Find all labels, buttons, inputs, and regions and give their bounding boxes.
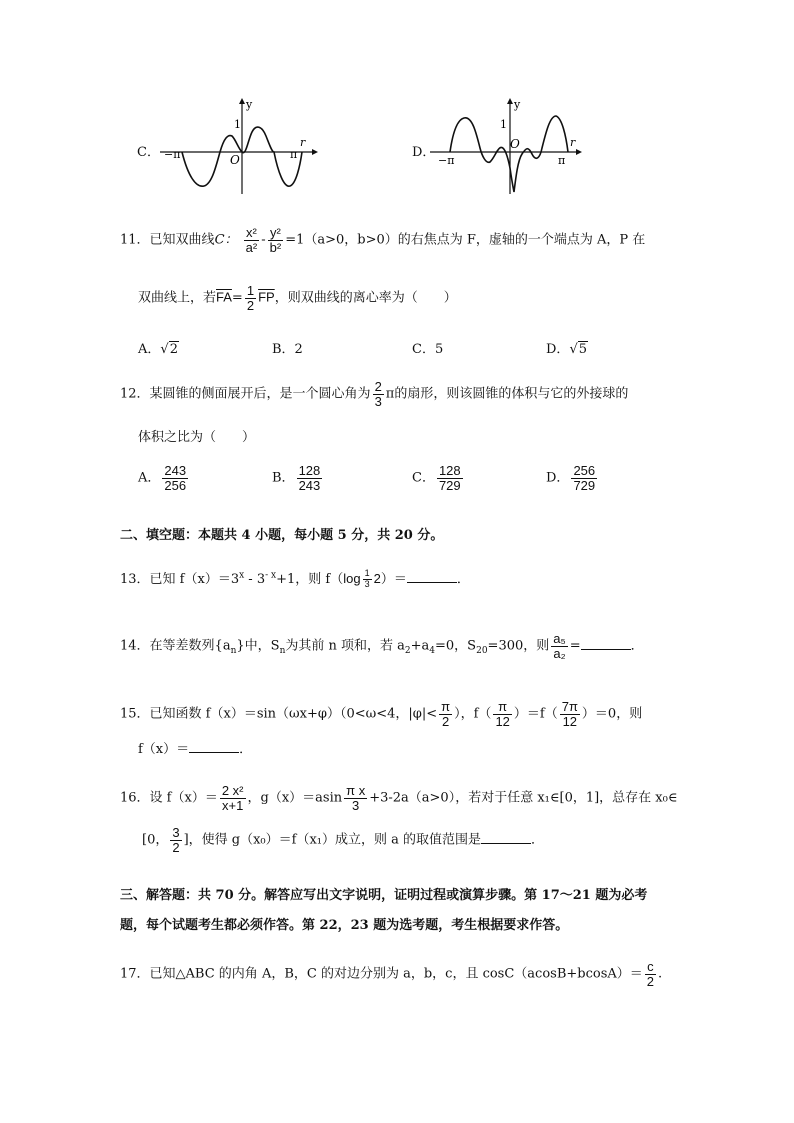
q12-number: 12． bbox=[120, 386, 150, 402]
q11-line2-a: 双曲线上，若 bbox=[138, 290, 217, 306]
q11-vec-fp: $\overline{FP}$ bbox=[258, 289, 275, 305]
c-x-label: r bbox=[300, 136, 306, 149]
q11-frac-y2b2: $\frac{\text{y²}}{\text{b²}}$ bbox=[269, 225, 282, 255]
q11-vec-fa: $\overline{FA}$ bbox=[216, 289, 232, 305]
c-neg-pi: −π bbox=[164, 148, 181, 161]
q12-option-b: B． $\frac{128}{243}$ bbox=[272, 463, 321, 493]
q14-line: 14．在等差数列$\{a_n\}$中，$S_n$为其前 n 项和，若 $a_2+a_4=0$，$S_{20}=300$，则 $\frac{\text{a₅}}{\text{a₂}}$ = ． bbox=[120, 631, 644, 661]
q15-line2: f（x）＝ ． bbox=[138, 742, 253, 757]
c-y-arrow bbox=[239, 98, 245, 104]
q11-minus: - bbox=[261, 232, 266, 248]
q11-half: $\frac{1}{2}$ bbox=[246, 283, 255, 313]
q15-answer-blank[interactable] bbox=[189, 740, 239, 753]
q12-text-a: 某圆锥的侧面展开后，是一个圆心角为 bbox=[149, 386, 371, 402]
c-one-label: 1 bbox=[234, 118, 241, 131]
q11-line2 bbox=[138, 284, 457, 312]
section2-heading: 二、填空题：本题共 4 小题，每小题 5 分，共 20 分。 bbox=[120, 528, 444, 543]
option-c-graph bbox=[160, 96, 320, 196]
q12-text-b: π的扇形，则该圆锥的体积与它的外接球的 bbox=[385, 386, 629, 402]
q11-line2-b: ，则双曲线的离心率为（ ） bbox=[274, 290, 457, 306]
option-c-label: C． bbox=[137, 145, 160, 160]
d-origin: O bbox=[510, 137, 520, 151]
section3-heading-line1: 三、解答题：共 70 分。解答应写出文字说明，证明过程或演算步骤。第 17～21 题为必考 bbox=[120, 888, 648, 903]
c-origin: O bbox=[230, 153, 240, 167]
q11-text-a: 已知双曲线 bbox=[149, 232, 215, 248]
q15-line1: 15．已知函数 f（x）＝sin（ωx+φ）（0<ω<4，|φ|< $\frac{\pi}{2}$ ），f（ $\frac{\pi}{12}$ ）＝f（ $\frac{7\pi}{12}$ ）＝0，则 bbox=[120, 699, 643, 729]
d-one-label: 1 bbox=[500, 118, 507, 131]
q14-frac: $\frac{\text{a₅}}{\text{a₂}}$ bbox=[553, 631, 566, 661]
q11-option-a: A．√2 bbox=[138, 342, 178, 357]
q11-condition: =1（a>0，b>0）的右焦点为 F，虚轴的一个端点为 A，P 在 bbox=[285, 232, 646, 248]
section3-heading-line2: 题，每个试题考生都必须作答。第 22，23 题为选考题，考生根据要求作答。 bbox=[120, 918, 569, 933]
q12-option-a: A． $\frac{243}{256}$ bbox=[138, 463, 187, 493]
q12-line1 bbox=[120, 380, 628, 408]
option-d-graph bbox=[430, 96, 590, 196]
q13-log: log bbox=[343, 571, 361, 586]
q12-line2: 体积之比为（ ） bbox=[138, 430, 256, 445]
d-x-arrow bbox=[576, 149, 582, 155]
q16-line2: [0， $\frac{3}{2}$ ]，使得 g（x₀）＝f（x₁）成立，则 a 的取值范围是 ． bbox=[142, 825, 545, 855]
q16-answer-blank[interactable] bbox=[481, 831, 531, 844]
q11-option-c: C．5 bbox=[412, 342, 444, 357]
q17-line: 17．已知△ABC 的内角 A，B，C 的对边分别为 a，b，c，且 cosC（acosB+bcosA）＝ $\frac{c}{2}$ . bbox=[120, 959, 663, 989]
sqrt-icon: √5 bbox=[569, 342, 588, 357]
q13-log-base: $\frac{1}{3}$ bbox=[364, 568, 370, 589]
d-y-arrow bbox=[507, 98, 513, 104]
q16-line1: 16．设 f（x）＝ $\frac{\text{2 x²}}{x+1}$ ，g（x）＝asin $\frac{\text{π x}}{3}$ +3-2a（a>0），若对于任意 x₁∈[0，1]，总存在 x₀∈ bbox=[120, 783, 678, 813]
q12-option-c: C． $\frac{128}{729}$ bbox=[412, 463, 461, 493]
q12-option-d: D． $\frac{256}{729}$ bbox=[546, 463, 596, 493]
q11-frac-x2a2: $\frac{\text{x²}}{\text{a²}}$ bbox=[245, 225, 258, 255]
q11-option-b: B．2 bbox=[272, 342, 303, 357]
sqrt-icon: √2 bbox=[160, 342, 178, 357]
q12-frac: $\frac{2}{3}$ bbox=[374, 379, 382, 409]
q13-line: 13．已知 $f(x)=3^x - 3^{- x}+1$，则 f（log $\frac{1}{3}$ 2）＝ ． bbox=[120, 568, 470, 589]
q11-line1 bbox=[120, 226, 645, 254]
c-y-label: y bbox=[246, 98, 253, 111]
q11-option-d: D．√5 bbox=[546, 342, 588, 357]
d-curve bbox=[450, 116, 568, 192]
q14-answer-blank[interactable] bbox=[581, 637, 631, 650]
q11-number: 11． bbox=[120, 232, 150, 248]
c-x-arrow bbox=[312, 149, 318, 155]
q13-answer-blank[interactable] bbox=[407, 570, 457, 583]
option-d-label: D． bbox=[412, 145, 436, 160]
d-neg-pi: −π bbox=[438, 154, 455, 167]
d-x-label: r bbox=[570, 136, 576, 149]
q11-c: C： bbox=[214, 232, 238, 248]
d-y-label: y bbox=[514, 98, 521, 111]
c-pi: π bbox=[290, 148, 298, 161]
q11-eq: = bbox=[231, 290, 243, 306]
d-pi: π bbox=[558, 154, 566, 167]
